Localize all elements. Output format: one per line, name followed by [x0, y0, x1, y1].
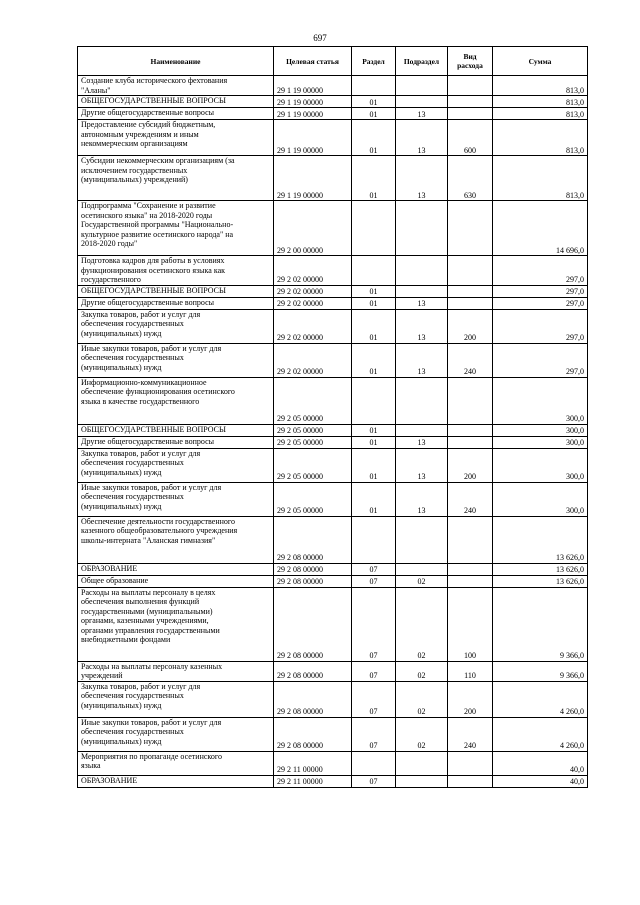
row-sum: 4 260,0 [493, 717, 588, 751]
row-type [448, 775, 493, 787]
row-name: Другие общегосударственные вопросы [78, 297, 274, 309]
table-row [78, 297, 588, 309]
row-type [448, 76, 493, 96]
row-section [352, 76, 396, 96]
row-section: 01 [352, 297, 396, 309]
row-article: 29 2 08 00000 [274, 717, 352, 751]
table-row [78, 201, 588, 256]
table-row [78, 76, 588, 96]
row-section: 01 [352, 448, 396, 482]
row-name: Закупка товаров, работ и услуг для обеспечения государственных (муниципальных) нужд [78, 681, 274, 717]
row-article: 29 2 02 00000 [274, 285, 352, 297]
row-type [448, 201, 493, 256]
table-row [78, 377, 588, 424]
row-type [448, 297, 493, 309]
row-name: Обеспечение деятельности государственного казенного общеобразовательного учреждения школы-интерната "Аланская гимназия" [78, 516, 274, 563]
row-sum: 40,0 [493, 751, 588, 775]
row-section: 07 [352, 717, 396, 751]
table-row [78, 309, 588, 343]
row-type [448, 285, 493, 297]
row-subsection: 02 [396, 681, 448, 717]
row-name: Иные закупки товаров, работ и услуг для обеспечения государственных (муниципальных) нужд [78, 717, 274, 751]
table-row [78, 516, 588, 563]
row-type [448, 256, 493, 286]
row-subsection: 13 [396, 120, 448, 156]
table-body [78, 76, 588, 788]
row-article: 29 2 05 00000 [274, 482, 352, 516]
row-subsection: 13 [396, 309, 448, 343]
table-row [78, 424, 588, 436]
table-header-row [78, 47, 588, 76]
row-subsection [396, 751, 448, 775]
row-subsection [396, 424, 448, 436]
table-row [78, 120, 588, 156]
table-row [78, 285, 588, 297]
row-subsection: 13 [396, 436, 448, 448]
row-section [352, 751, 396, 775]
row-name: Закупка товаров, работ и услуг для обеспечения государственных (муниципальных) нужд [78, 448, 274, 482]
row-subsection: 02 [396, 661, 448, 681]
row-name: ОБЩЕГОСУДАРСТВЕННЫЕ ВОПРОСЫ [78, 424, 274, 436]
row-type [448, 751, 493, 775]
row-name: Расходы на выплаты персоналу в целях обеспечения выполнения функций государственными (муниципальными) органами, казенными учреждениями, органами управления государственными внебюджетными фондами [78, 587, 274, 661]
table-row [78, 661, 588, 681]
row-name: Мероприятия по пропаганде осетинского языка [78, 751, 274, 775]
row-article: 29 2 05 00000 [274, 377, 352, 424]
row-type [448, 436, 493, 448]
row-subsection [396, 377, 448, 424]
row-article: 29 2 11 00000 [274, 775, 352, 787]
row-name: Подпрограмма "Сохранение и развитие осетинского языка" на 2018-2020 годы Государственной программы "Национально- культурное развитие осетинского народа" на 2018-2020 годы" [78, 201, 274, 256]
row-sum: 813,0 [493, 120, 588, 156]
row-type [448, 377, 493, 424]
table-row [78, 448, 588, 482]
row-section: 07 [352, 563, 396, 575]
row-name: Другие общегосударственные вопросы [78, 108, 274, 120]
row-section: 07 [352, 775, 396, 787]
row-sum: 813,0 [493, 108, 588, 120]
row-subsection: 13 [396, 448, 448, 482]
row-subsection: 13 [396, 482, 448, 516]
row-article: 29 2 02 00000 [274, 309, 352, 343]
row-article: 29 2 08 00000 [274, 563, 352, 575]
row-article: 29 2 00 00000 [274, 201, 352, 256]
row-name: Общее образование [78, 575, 274, 587]
row-subsection [396, 285, 448, 297]
row-article: 29 2 11 00000 [274, 751, 352, 775]
row-type [448, 96, 493, 108]
row-section: 01 [352, 424, 396, 436]
table-row [78, 482, 588, 516]
row-subsection: 13 [396, 156, 448, 201]
row-name: Предоставление субсидий бюджетным, автономным учреждениям и иным некоммерческим организациям [78, 120, 274, 156]
row-article: 29 2 05 00000 [274, 436, 352, 448]
row-article: 29 2 08 00000 [274, 587, 352, 661]
table-row [78, 108, 588, 120]
row-article: 29 1 19 00000 [274, 76, 352, 96]
row-article: 29 2 02 00000 [274, 343, 352, 377]
row-name: Расходы на выплаты персоналу казенных учреждений [78, 661, 274, 681]
row-type: 630 [448, 156, 493, 201]
row-subsection: 13 [396, 108, 448, 120]
row-sum: 300,0 [493, 377, 588, 424]
row-section: 01 [352, 436, 396, 448]
header-sum: Сумма [493, 47, 588, 76]
row-type: 200 [448, 681, 493, 717]
row-article: 29 1 19 00000 [274, 96, 352, 108]
row-name: Субсидии некоммерческим организациям (за исключением государственных (муниципальных) учреждений) [78, 156, 274, 201]
row-section [352, 516, 396, 563]
row-section: 01 [352, 96, 396, 108]
row-name: ОБЩЕГОСУДАРСТВЕННЫЕ ВОПРОСЫ [78, 285, 274, 297]
row-name: ОБРАЗОВАНИЕ [78, 563, 274, 575]
table-row [78, 343, 588, 377]
row-section [352, 377, 396, 424]
row-type: 200 [448, 309, 493, 343]
row-section [352, 256, 396, 286]
header-type: Вид расхода [448, 47, 493, 76]
row-section: 01 [352, 343, 396, 377]
row-subsection [396, 256, 448, 286]
row-sum: 300,0 [493, 436, 588, 448]
row-subsection [396, 775, 448, 787]
row-article: 29 2 08 00000 [274, 575, 352, 587]
row-section [352, 201, 396, 256]
row-type [448, 108, 493, 120]
header-article: Целевая статья [274, 47, 352, 76]
row-sum: 300,0 [493, 482, 588, 516]
row-section: 07 [352, 681, 396, 717]
row-subsection [396, 201, 448, 256]
row-sum: 13 626,0 [493, 575, 588, 587]
row-type: 200 [448, 448, 493, 482]
row-type: 110 [448, 661, 493, 681]
row-section: 07 [352, 575, 396, 587]
table-row [78, 256, 588, 286]
row-sum: 4 260,0 [493, 681, 588, 717]
row-article: 29 2 08 00000 [274, 681, 352, 717]
row-subsection: 13 [396, 297, 448, 309]
row-name: ОБЩЕГОСУДАРСТВЕННЫЕ ВОПРОСЫ [78, 96, 274, 108]
row-subsection [396, 96, 448, 108]
row-sum: 813,0 [493, 156, 588, 201]
row-name: Другие общегосударственные вопросы [78, 436, 274, 448]
row-type: 240 [448, 482, 493, 516]
row-sum: 297,0 [493, 343, 588, 377]
row-name: Иные закупки товаров, работ и услуг для обеспечения государственных (муниципальных) нужд [78, 343, 274, 377]
header-subsection: Подраздел [396, 47, 448, 76]
row-article: 29 1 19 00000 [274, 120, 352, 156]
row-subsection: 13 [396, 343, 448, 377]
row-sum: 813,0 [493, 76, 588, 96]
row-sum: 14 696,0 [493, 201, 588, 256]
row-sum: 300,0 [493, 448, 588, 482]
row-sum: 297,0 [493, 309, 588, 343]
row-article: 29 2 05 00000 [274, 424, 352, 436]
row-type [448, 424, 493, 436]
table-row [78, 563, 588, 575]
row-type [448, 563, 493, 575]
header-section: Раздел [352, 47, 396, 76]
row-type: 240 [448, 343, 493, 377]
row-subsection [396, 76, 448, 96]
row-sum: 297,0 [493, 297, 588, 309]
table-row [78, 587, 588, 661]
row-section: 01 [352, 309, 396, 343]
row-section: 01 [352, 156, 396, 201]
row-type [448, 575, 493, 587]
row-subsection: 02 [396, 717, 448, 751]
row-article: 29 2 02 00000 [274, 297, 352, 309]
row-type: 600 [448, 120, 493, 156]
row-article: 29 1 19 00000 [274, 156, 352, 201]
table-row [78, 717, 588, 751]
row-type: 100 [448, 587, 493, 661]
row-subsection: 02 [396, 587, 448, 661]
row-section: 01 [352, 482, 396, 516]
row-sum: 300,0 [493, 424, 588, 436]
row-name: ОБРАЗОВАНИЕ [78, 775, 274, 787]
table-row [78, 751, 588, 775]
row-article: 29 1 19 00000 [274, 108, 352, 120]
row-sum: 13 626,0 [493, 563, 588, 575]
row-article: 29 2 08 00000 [274, 516, 352, 563]
row-type: 240 [448, 717, 493, 751]
row-sum: 813,0 [493, 96, 588, 108]
row-article: 29 2 08 00000 [274, 661, 352, 681]
table-row [78, 96, 588, 108]
budget-table [77, 46, 588, 788]
row-name: Информационно-коммуникационное обеспечение функционирования осетинского языка в качестве государственного [78, 377, 274, 424]
row-sum: 9 366,0 [493, 661, 588, 681]
table-row [78, 156, 588, 201]
row-subsection [396, 516, 448, 563]
row-name: Иные закупки товаров, работ и услуг для обеспечения государственных (муниципальных) нужд [78, 482, 274, 516]
row-sum: 13 626,0 [493, 516, 588, 563]
row-article: 29 2 02 00000 [274, 256, 352, 286]
table-row [78, 575, 588, 587]
row-type [448, 516, 493, 563]
row-section: 01 [352, 108, 396, 120]
row-name: Создание клуба исторического фехтования "Аланы" [78, 76, 274, 96]
table-row [78, 775, 588, 787]
row-sum: 40,0 [493, 775, 588, 787]
row-section: 07 [352, 587, 396, 661]
row-subsection: 02 [396, 575, 448, 587]
row-sum: 9 366,0 [493, 587, 588, 661]
row-name: Закупка товаров, работ и услуг для обеспечения государственных (муниципальных) нужд [78, 309, 274, 343]
row-section: 07 [352, 661, 396, 681]
table-row [78, 436, 588, 448]
row-sum: 297,0 [493, 256, 588, 286]
row-sum: 297,0 [493, 285, 588, 297]
row-section: 01 [352, 285, 396, 297]
row-name: Подготовка кадров для работы в условиях функционирования осетинского языка как государственного [78, 256, 274, 286]
row-section: 01 [352, 120, 396, 156]
header-name: Наименование [78, 47, 274, 76]
row-subsection [396, 563, 448, 575]
table-row [78, 681, 588, 717]
row-article: 29 2 05 00000 [274, 448, 352, 482]
page-number: 697 [313, 33, 327, 43]
